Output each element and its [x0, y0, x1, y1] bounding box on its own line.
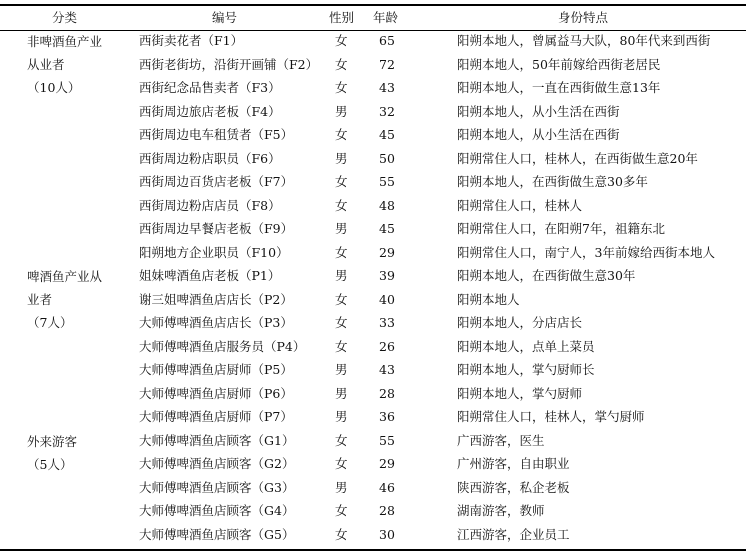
- category-line: （10人）: [27, 80, 81, 95]
- informant-sex: 男: [335, 268, 348, 283]
- informant-id: 姐妹啤酒鱼店老板（P1）: [139, 268, 281, 283]
- informant-id: 西街周边粉店店员（F8）: [139, 197, 281, 213]
- informant-id: 西街周边旅店老板（F4）: [139, 103, 281, 119]
- informant-id: 大师傅啤酒鱼店顾客（G4）: [139, 503, 295, 518]
- informant-id: 大师傅啤酒鱼店顾客（G2）: [139, 456, 295, 471]
- informant-id: 大师傅啤酒鱼店服务员（P4）: [139, 338, 306, 354]
- category-line: 啤酒鱼产业从: [27, 269, 103, 284]
- informant-identity: 阳朔常住人口，南宁人，3年前嫁给西街本地人: [457, 244, 715, 260]
- table-row: [0, 406, 746, 429]
- table-row: [0, 30, 746, 53]
- informant-age: 48: [379, 197, 395, 213]
- table-row: [0, 77, 746, 100]
- category-line: 外来游客: [27, 434, 78, 449]
- informant-id: 西街周边早餐店老板（F9）: [139, 221, 294, 236]
- informant-id: 阳朔地方企业职员（F10）: [139, 244, 289, 260]
- informant-identity: 阳朔本地人，在西街做生意30多年: [457, 174, 648, 189]
- informant-sex: 女: [335, 56, 348, 72]
- informant-identity: 阳朔本地人，从小生活在西街: [457, 127, 620, 142]
- table-row: [0, 242, 746, 265]
- informant-identity: 阳朔本地人: [457, 291, 520, 307]
- informant-sex: 女: [335, 432, 348, 448]
- informant-id: 西街周边电车租赁者（F5）: [139, 127, 294, 142]
- informant-id: 大师傅啤酒鱼店顾客（G3）: [139, 479, 295, 495]
- informant-id: 西街纪念品售卖者（F3）: [139, 80, 281, 95]
- informant-age: 43: [379, 80, 395, 95]
- informant-identity: 阳朔常住人口，在阳朔7年，祖籍东北: [457, 221, 665, 236]
- informant-sex: 女: [335, 291, 348, 307]
- informant-sex: 男: [335, 385, 348, 401]
- category-line: （7人）: [27, 315, 73, 330]
- table-row: [0, 289, 746, 312]
- header-id: 编号: [212, 10, 238, 25]
- informant-id: 谢三姐啤酒鱼店店长（P2）: [139, 291, 293, 307]
- header-category: 分类: [52, 10, 78, 25]
- informant-sex: 女: [335, 174, 348, 189]
- informant-sex: 女: [335, 503, 348, 518]
- informant-identity: 阳朔常住人口，桂林人: [457, 197, 583, 213]
- informant-age: 50: [379, 150, 395, 166]
- informant-age: 28: [379, 385, 395, 401]
- informant-sex: 女: [335, 338, 348, 354]
- informant-identity: 阳朔本地人，在西街做生意30年: [457, 268, 636, 283]
- table-row: [0, 54, 746, 77]
- table-bottom-rule: [0, 549, 746, 551]
- informant-identity: 江西游客，企业员工: [457, 526, 570, 542]
- informant-sex: 女: [335, 526, 348, 542]
- informant-age: 46: [379, 479, 395, 495]
- informant-sex: 男: [335, 103, 348, 119]
- table-top-rule: [0, 4, 746, 6]
- informant-sex: 女: [335, 33, 348, 48]
- informant-age: 39: [379, 268, 395, 283]
- table-row: [0, 477, 746, 500]
- informant-id: 西街老街坊，沿街开画铺（F2）: [139, 56, 319, 72]
- informant-id: 大师傅啤酒鱼店顾客（G5）: [139, 526, 295, 542]
- table-row: [0, 124, 746, 147]
- informant-id: 西街周边粉店职员（F6）: [139, 150, 281, 166]
- informant-age: 55: [379, 174, 395, 189]
- informant-age: 26: [379, 338, 395, 354]
- informant-sex: 女: [335, 80, 348, 95]
- informant-age: 45: [379, 127, 395, 142]
- informant-sex: 女: [335, 127, 348, 142]
- informant-id: 大师傅啤酒鱼店厨师（P5）: [139, 362, 293, 377]
- informant-sex: 女: [335, 197, 348, 213]
- informant-identity: 阳朔本地人，从小生活在西街: [457, 103, 620, 119]
- informant-id: 大师傅啤酒鱼店顾客（G1）: [139, 432, 295, 448]
- informant-identity: 阳朔本地人，掌勺厨师: [457, 385, 583, 401]
- informant-sex: 女: [335, 315, 348, 330]
- informant-identity: 阳朔常住人口，桂林人，掌勺厨师: [457, 409, 645, 424]
- informant-age: 28: [379, 503, 395, 518]
- table-row: [0, 171, 746, 194]
- informant-identity: 陕西游客，私企老板: [457, 479, 570, 495]
- informant-sex: 女: [335, 244, 348, 260]
- table-row: [0, 524, 746, 547]
- informant-sex: 男: [335, 409, 348, 424]
- informant-sex: 女: [335, 456, 348, 471]
- informant-id: 大师傅啤酒鱼店店长（P3）: [139, 315, 293, 330]
- header-age: 年龄: [373, 10, 399, 25]
- informant-identity: 湖南游客，教师: [457, 503, 545, 518]
- informant-age: 43: [379, 362, 395, 377]
- informant-age: 29: [379, 456, 395, 471]
- table-row: [0, 312, 746, 335]
- table-row: [0, 359, 746, 382]
- informant-identity: 广西游客，医生: [457, 432, 545, 448]
- informant-identity: 阳朔本地人，掌勺厨师长: [457, 362, 595, 377]
- informant-age: 32: [379, 103, 395, 119]
- table-row: [0, 195, 746, 218]
- informant-age: 65: [379, 33, 395, 48]
- informant-sex: 男: [335, 150, 348, 166]
- table-row: [0, 430, 746, 453]
- category-line: 业者: [27, 292, 53, 307]
- table-row: [0, 218, 746, 241]
- informant-identity: 阳朔本地人，曾属益马大队，80年代来到西街: [457, 33, 711, 48]
- informant-id: 大师傅啤酒鱼店厨师（P7）: [139, 409, 293, 424]
- table-row: [0, 148, 746, 171]
- informant-age: 72: [379, 56, 395, 72]
- informant-sex: 男: [335, 362, 348, 377]
- informant-identity: 阳朔本地人，50年前嫁给西街老居民: [457, 56, 661, 72]
- informant-age: 55: [379, 432, 395, 448]
- informant-identity: 阳朔本地人，分店店长: [457, 315, 583, 330]
- informant-sex: 男: [335, 479, 348, 495]
- informant-age: 36: [379, 409, 395, 424]
- table-row: [0, 101, 746, 124]
- informant-age: 40: [379, 291, 395, 307]
- informant-age: 29: [379, 244, 395, 260]
- informant-identity: 阳朔常住人口，桂林人，在西街做生意20年: [457, 150, 698, 166]
- informant-age: 33: [379, 315, 395, 330]
- category-line: 非啤酒鱼产业: [27, 34, 103, 49]
- informant-id: 西街卖花者（F1）: [139, 33, 244, 48]
- table-row: [0, 383, 746, 406]
- category-line: 从业者: [27, 57, 65, 72]
- informant-identity: 广州游客，自由职业: [457, 456, 570, 471]
- table-row: [0, 500, 746, 523]
- informant-age: 45: [379, 221, 395, 236]
- category-line: （5人）: [27, 457, 73, 472]
- informant-age: 30: [379, 526, 395, 542]
- header-sex: 性别: [329, 10, 355, 25]
- informant-sex: 男: [335, 221, 348, 236]
- table-row: [0, 336, 746, 359]
- table-row: [0, 265, 746, 288]
- informant-id: 西街周边百货店老板（F7）: [139, 174, 294, 189]
- informant-id: 大师傅啤酒鱼店厨师（P6）: [139, 385, 293, 401]
- table-row: [0, 453, 746, 476]
- informant-identity: 阳朔本地人，点单上菜员: [457, 338, 595, 354]
- header-identity: 身份特点: [558, 10, 609, 25]
- informant-identity: 阳朔本地人，一直在西街做生意13年: [457, 80, 661, 95]
